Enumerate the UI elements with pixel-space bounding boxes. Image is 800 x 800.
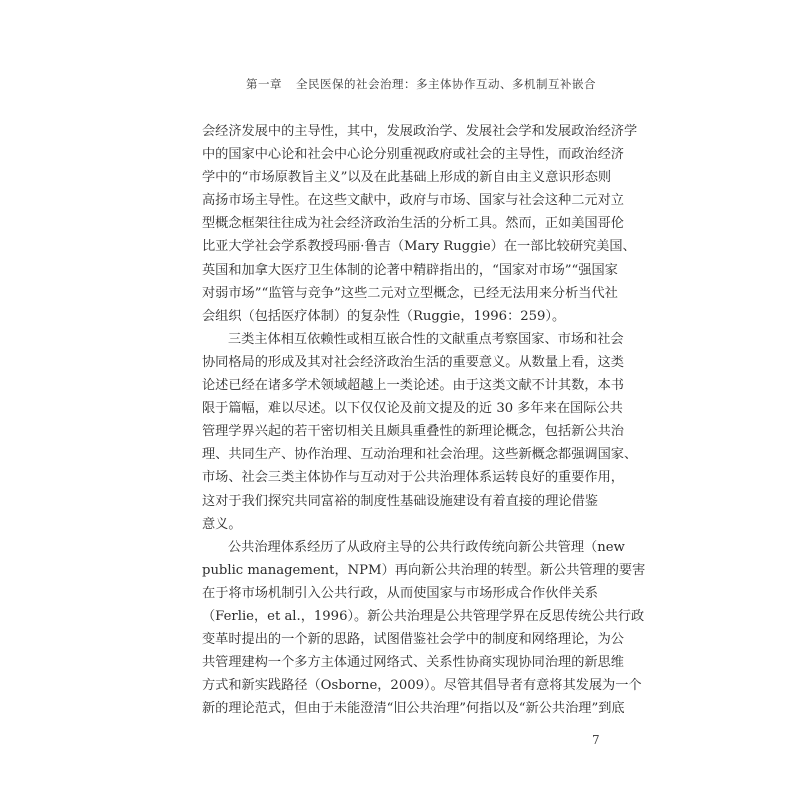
text-line: 在于将市场机制引入公共行政，从而使国家与市场形成合作伙伴关系 xyxy=(202,585,598,601)
text-line: 变革时提出的一个新的思路，试图借鉴社会学中的制度和网络理论，为公 xyxy=(202,632,624,648)
page-number: 7 xyxy=(592,733,600,747)
text-line: 方式和新实践路径（Osborne，2009）。尽管其倡导者有意将其发展为一个 xyxy=(202,678,642,694)
chapter-label: 第一章 xyxy=(246,77,282,91)
body-text xyxy=(202,120,646,720)
text-line: 这对于我们探究共同富裕的制度性基础设施建设有着直接的理论借鉴 xyxy=(202,493,598,509)
chapter-title: 全民医保的社会治理：多主体协作互动、多机制互补嵌合 xyxy=(296,77,596,91)
text-line: 协同格局的形成及其对社会经济政治生活的重要意义。从数量上看，这类 xyxy=(202,354,624,370)
text-line: public management，NPM）再向新公共治理的转型。新公共管理的要害 xyxy=(202,562,646,578)
text-line: （Ferlie，et al.，1996）。新公共治理是公共管理学界在反思传统公共行政 xyxy=(202,608,645,624)
running-header xyxy=(246,76,596,92)
text-line: 会组织（包括医疗体制）的复杂性（Ruggie，1996：259）。 xyxy=(202,308,566,324)
text-line: 比亚大学社会学系教授玛丽·鲁吉（Mary Ruggie）在一部比较研究美国、 xyxy=(202,239,636,255)
text-line: 会经济发展中的主导性，其中，发展政治学、发展社会学和发展政治经济学 xyxy=(202,124,638,139)
text-line: 学中的“市场原教旨主义”以及在此基础上形成的新自由主义意识形态则 xyxy=(202,170,612,186)
text-line: 中的国家中心论和社会中心论分别重视政府或社会的主导性，而政治经济 xyxy=(202,147,624,163)
text-line: 新的理论范式，但由于未能澄清“旧公共治理”何指以及“新公共治理”到底 xyxy=(202,701,625,717)
text-line: 市场、社会三类主体协作与互动对于公共治理体系运转良好的重要作用， xyxy=(202,470,624,486)
text-line: 共管理建构一个多方主体通过网络式、关系性协商实现协同治理的新思维 xyxy=(202,655,624,671)
text-line: 高扬市场主导性。在这些文献中，政府与市场、国家与社会这种二元对立 xyxy=(202,193,624,209)
text-line: 限于篇幅，难以尽述。以下仅仅论及前文提及的近 30 多年来在国际公共 xyxy=(202,401,623,417)
text-line: 三类主体相互依赖性或相互嵌合性的文献重点考察国家、市场和社会 xyxy=(228,331,624,347)
text-line: 公共治理体系经历了从政府主导的公共行政传统向新公共管理（new xyxy=(228,539,625,555)
text-line: 论述已经在诸多学术领域超越上一类论述。由于这类文献不计其数，本书 xyxy=(202,378,624,394)
text-line: 管理学界兴起的若干密切相关且颇具重叠性的新理论概念，包括新公共治 xyxy=(202,424,624,440)
text-line: 意义。 xyxy=(202,516,242,532)
text-line: 型概念框架往往成为社会经济政治生活的分析工具。然而，正如美国哥伦 xyxy=(202,216,624,232)
text-line: 英国和加拿大医疗卫生体制的论著中精辟指出的，“国家对市场”“强国家 xyxy=(202,262,618,278)
text-line: 理、共同生产、协作治理、互动治理和社会治理。这些新概念都强调国家、 xyxy=(202,447,638,463)
text-line: 对弱市场”“监管与竞争”这些二元对立型概念，已经无法用来分析当代社 xyxy=(202,285,618,301)
